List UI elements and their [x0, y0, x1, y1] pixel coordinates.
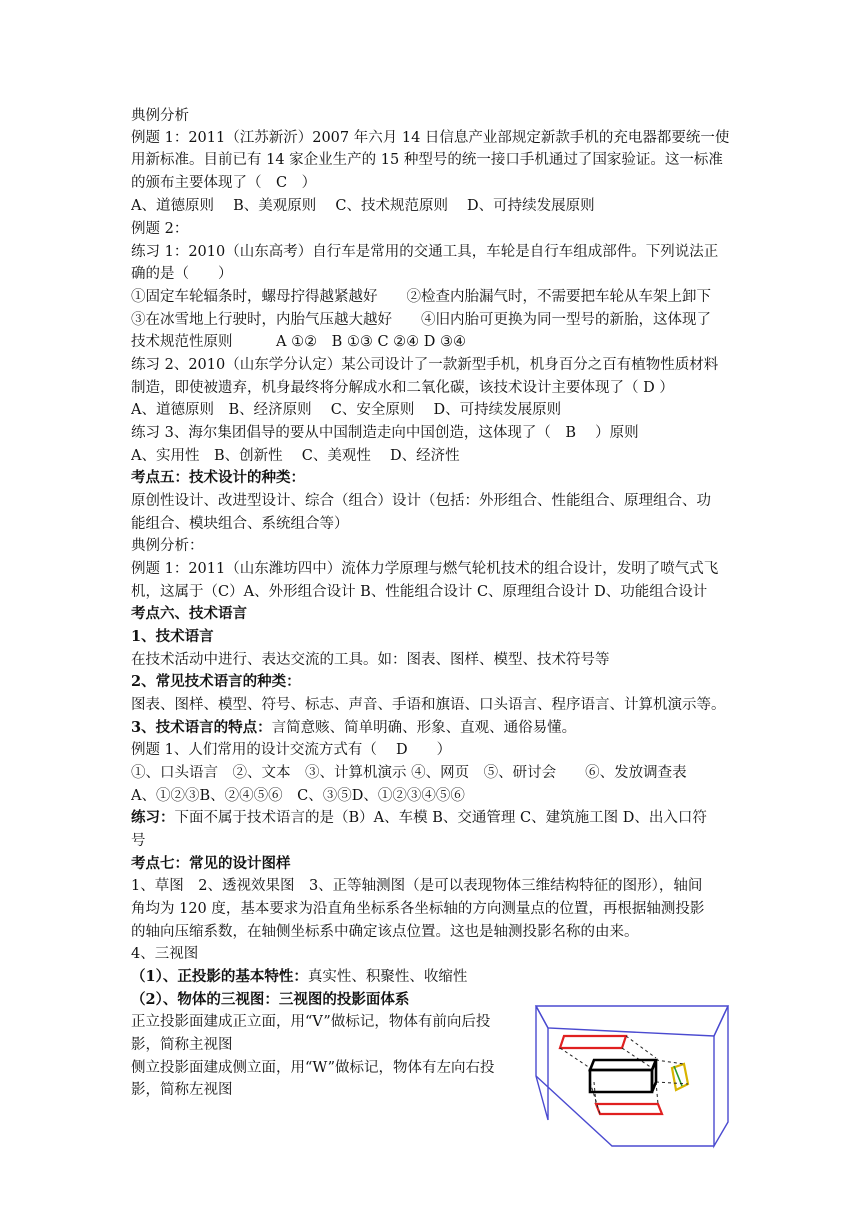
- text-line: 例题 2：: [131, 221, 189, 237]
- text-line: 练习 1：2010（山东高考）自行车是常用的交通工具，车轮是自行车组成部件。下列说法正: [131, 244, 719, 260]
- text-span: 下面不属于技术语言的是（B）A、车模 B、交通管理 C、建筑施工图 D、出入口符: [174, 810, 707, 826]
- text-line: 确的是（ ）: [131, 266, 233, 282]
- horizontal-plane: [536, 1006, 728, 1036]
- text-line: ①固定车轮辐条时，螺母拧得越紧越好 ②检查内胎漏气时，不需要把车轮从车架上卸下: [131, 289, 711, 305]
- text-line: 典例分析：: [131, 538, 204, 554]
- text-line: [131, 717, 731, 739]
- text-line: 在技术活动中进行、表达交流的工具。如：图表、图样、模型、技术符号等: [131, 652, 610, 668]
- front-view-projection: [596, 1104, 662, 1114]
- subheading: 3、技术语言的特点：: [131, 719, 272, 736]
- text-line: 1、草图 2、透视效果图 3、正等轴测图（是可以表现物体三维结构特征的图形），轴间: [131, 878, 703, 894]
- text-line: A、道德原则 B、美观原则 C、技术规范原则 D、可持续发展原则: [131, 198, 595, 214]
- top-view-projection: [560, 1036, 626, 1048]
- text-line: [131, 966, 731, 988]
- text-line: 的颁布主要体现了（ C ）: [131, 175, 317, 191]
- subheading: （1）、正投影的基本特性：: [131, 968, 308, 985]
- left-plane: [536, 1006, 548, 1120]
- text-line: 影，简称主视图: [131, 1037, 233, 1053]
- text-line: 制造，即使被遗弃，机身最终将分解成水和二氧化碳，该技术设计主要体现了（ D ）: [131, 380, 674, 396]
- bottom-edge: [536, 1076, 714, 1146]
- text-line: 影，简称左视图: [131, 1082, 233, 1098]
- section-heading: 考点五：技术设计的种类：: [131, 469, 305, 486]
- side-plane: [714, 1006, 728, 1146]
- text-line: 练习 3、海尔集团倡导的要从中国制造走向中国创造，这体现了（ B ）原则: [131, 425, 639, 441]
- text-line: 4、三视图: [131, 946, 199, 962]
- text-line: 角均为 120 度，基本要求为沿直角坐标系各坐标轴的方向测量点的位置，再根据轴测投影: [131, 901, 705, 917]
- section-heading: 考点六、技术语言: [131, 605, 247, 622]
- text-line: 的轴向压缩系数，在轴侧坐标系中确定该点位置。这也是轴测投影名称的由来。: [131, 924, 639, 940]
- subheading: 1、技术语言: [131, 628, 214, 645]
- subheading: （2）、物体的三视图：三视图的投影面体系: [131, 991, 410, 1008]
- text-line: 侧立投影面建成侧立面，用“W”做标记，物体有左向右投: [131, 1060, 495, 1076]
- text-line: 练习 2、2010（山东学分认定）某公司设计了一款新型手机，机身百分之百有植物性质材料: [131, 357, 719, 373]
- text-line: 例题 1：2011（山东潍坊四中）流体力学原理与燃气轮机技术的组合设计，发明了喷气式飞: [131, 561, 719, 577]
- text-line: A、道德原则 B、经济原则 C、安全原则 D、可持续发展原则: [131, 402, 562, 418]
- text-line: 号: [131, 833, 146, 849]
- subheading: 2、常见技术语言的种类：: [131, 673, 301, 690]
- text-line: 用新标准。目前已有 14 家企业生产的 15 种型号的统一接口手机通过了国家验证。这一标准: [131, 152, 723, 168]
- text-line: 例题 1：2011（江苏新沂）2007 年六月 14 日信息产业部规定新款手机的充电器都要统一使: [131, 130, 730, 146]
- section-heading: 考点七：常见的设计图样: [131, 855, 291, 872]
- text-span: 言简意赅、简单明确、形象、直观、通俗易懂。: [271, 720, 577, 736]
- section-heading: 典例分析: [131, 108, 189, 124]
- text-line: 机，这属于（C）A、外形组合设计 B、性能组合设计 C、原理组合设计 D、功能组合设计: [131, 584, 708, 600]
- text-line: 正立投影面建成正立面，用“V”做标记，物体有前向后投: [131, 1014, 491, 1030]
- text-line: 技术规范性原则 A ①② B ①③ C ②④ D ③④: [131, 334, 466, 350]
- text-line: 原创性设计、改进型设计、综合（组合）设计（包括：外形组合、性能组合、原理组合、功: [131, 493, 711, 509]
- text-line: ①、口头语言 ②、文本 ③、计算机演示 ④、网页 ⑤、研讨会 ⑥、发放调查表: [131, 765, 687, 781]
- text-line: A、①②③B、②④⑤⑥ C、③⑤D、①②③④⑤⑥: [131, 788, 465, 804]
- text-line: A、实用性 B、创新性 C、美观性 D、经济性: [131, 448, 460, 464]
- text-span: 真实性、积聚性、收缩性: [307, 969, 468, 985]
- exercise-label: 练习：: [131, 809, 175, 826]
- text-line: ③在冰雪地上行驶时，内胎气压越大越好 ④旧内胎可更换为同一型号的新胎，这体现了: [131, 312, 711, 328]
- text-line: 例题 1、人们常用的设计交流方式有（ D ）: [131, 742, 452, 758]
- text-line: [131, 807, 731, 829]
- object-box: [590, 1060, 656, 1092]
- text-line: 能组合、模块组合、系统组合等）: [131, 516, 349, 532]
- projection-diagram: [532, 1002, 732, 1152]
- text-line: 图表、图样、模型、符号、标志、声音、手语和旗语、口头语言、程序语言、计算机演示等。: [131, 697, 726, 713]
